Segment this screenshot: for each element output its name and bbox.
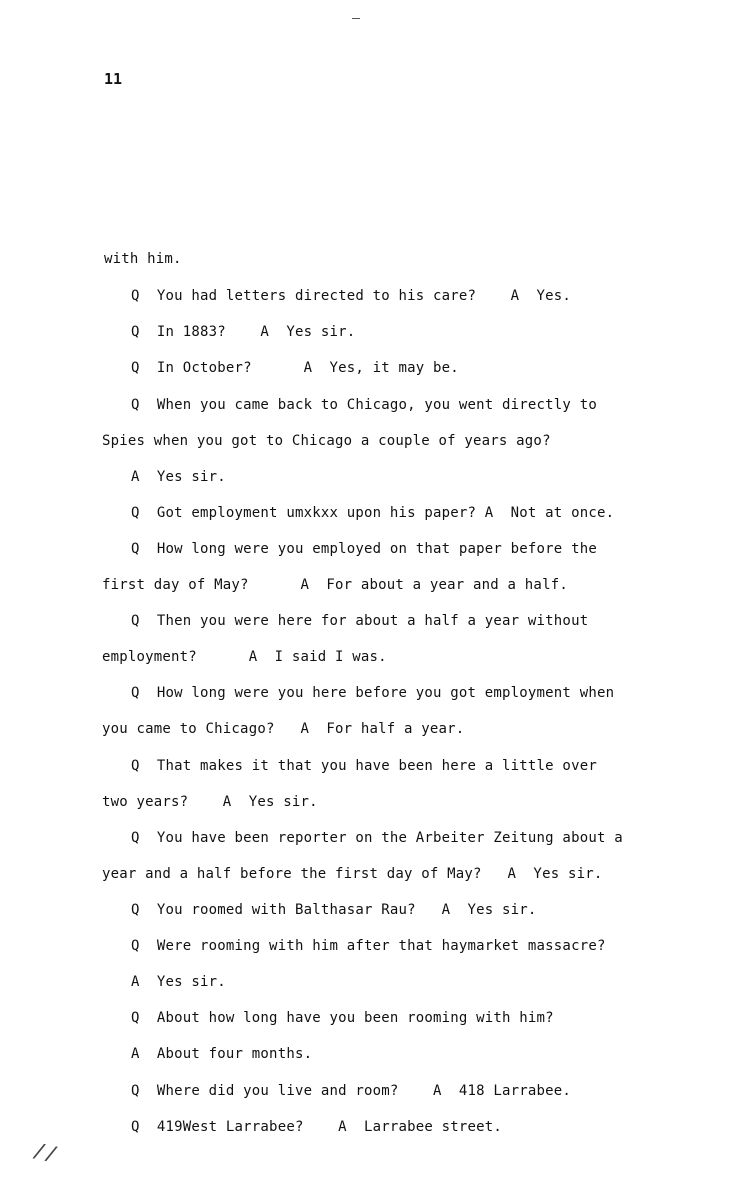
testimony-line: Q That makes it that you have been here a little over <box>131 758 597 774</box>
testimony-line: Q In 1883? A Yes sir. <box>131 324 356 340</box>
testimony-line: Q You had letters directed to his care? A Yes. <box>131 288 572 304</box>
testimony-line: employment? A I said I was. <box>102 649 387 665</box>
testimony-line: Q You roomed with Balthasar Rau? A Yes sir. <box>131 902 537 918</box>
testimony-line: Q In October? A Yes, it may be. <box>131 360 459 376</box>
testimony-line: first day of May? A For about a year and a half. <box>102 577 568 593</box>
testimony-line: Q About how long have you been rooming with him? <box>131 1010 554 1026</box>
testimony-line: with him. <box>104 251 182 267</box>
page-number: 11 <box>104 70 123 88</box>
testimony-line: two years? A Yes sir. <box>102 794 318 810</box>
testimony-line: Q Were rooming with him after that haymarket massacre? <box>131 938 606 954</box>
testimony-line: Q 419West Larrabee? A Larrabee street. <box>131 1119 503 1135</box>
testimony-line: Q When you came back to Chicago, you went directly to <box>131 397 597 413</box>
testimony-line: Spies when you got to Chicago a couple of years ago? <box>102 433 551 449</box>
testimony-line: year and a half before the first day of May? A Yes sir. <box>102 866 603 882</box>
testimony-line: you came to Chicago? A For half a year. <box>102 721 465 737</box>
testimony-line: Q Got employment umxkxx upon his paper? A Not at once. <box>131 505 615 521</box>
testimony-line: A About four months. <box>131 1046 313 1062</box>
top-dash <box>352 18 360 19</box>
testimony-line: Q Where did you live and room? A 418 Larrabee. <box>131 1083 572 1099</box>
testimony-line: Q Then you were here for about a half a year without <box>131 613 589 629</box>
testimony-line: A Yes sir. <box>131 469 226 485</box>
testimony-line: A Yes sir. <box>131 974 226 990</box>
testimony-line: Q How long were you here before you got employment when <box>131 685 615 701</box>
testimony-line: Q How long were you employed on that paper before the <box>131 541 597 557</box>
margin-mark: // <box>31 1137 61 1167</box>
testimony-line: Q You have been reporter on the Arbeiter Zeitung about a <box>131 830 623 846</box>
